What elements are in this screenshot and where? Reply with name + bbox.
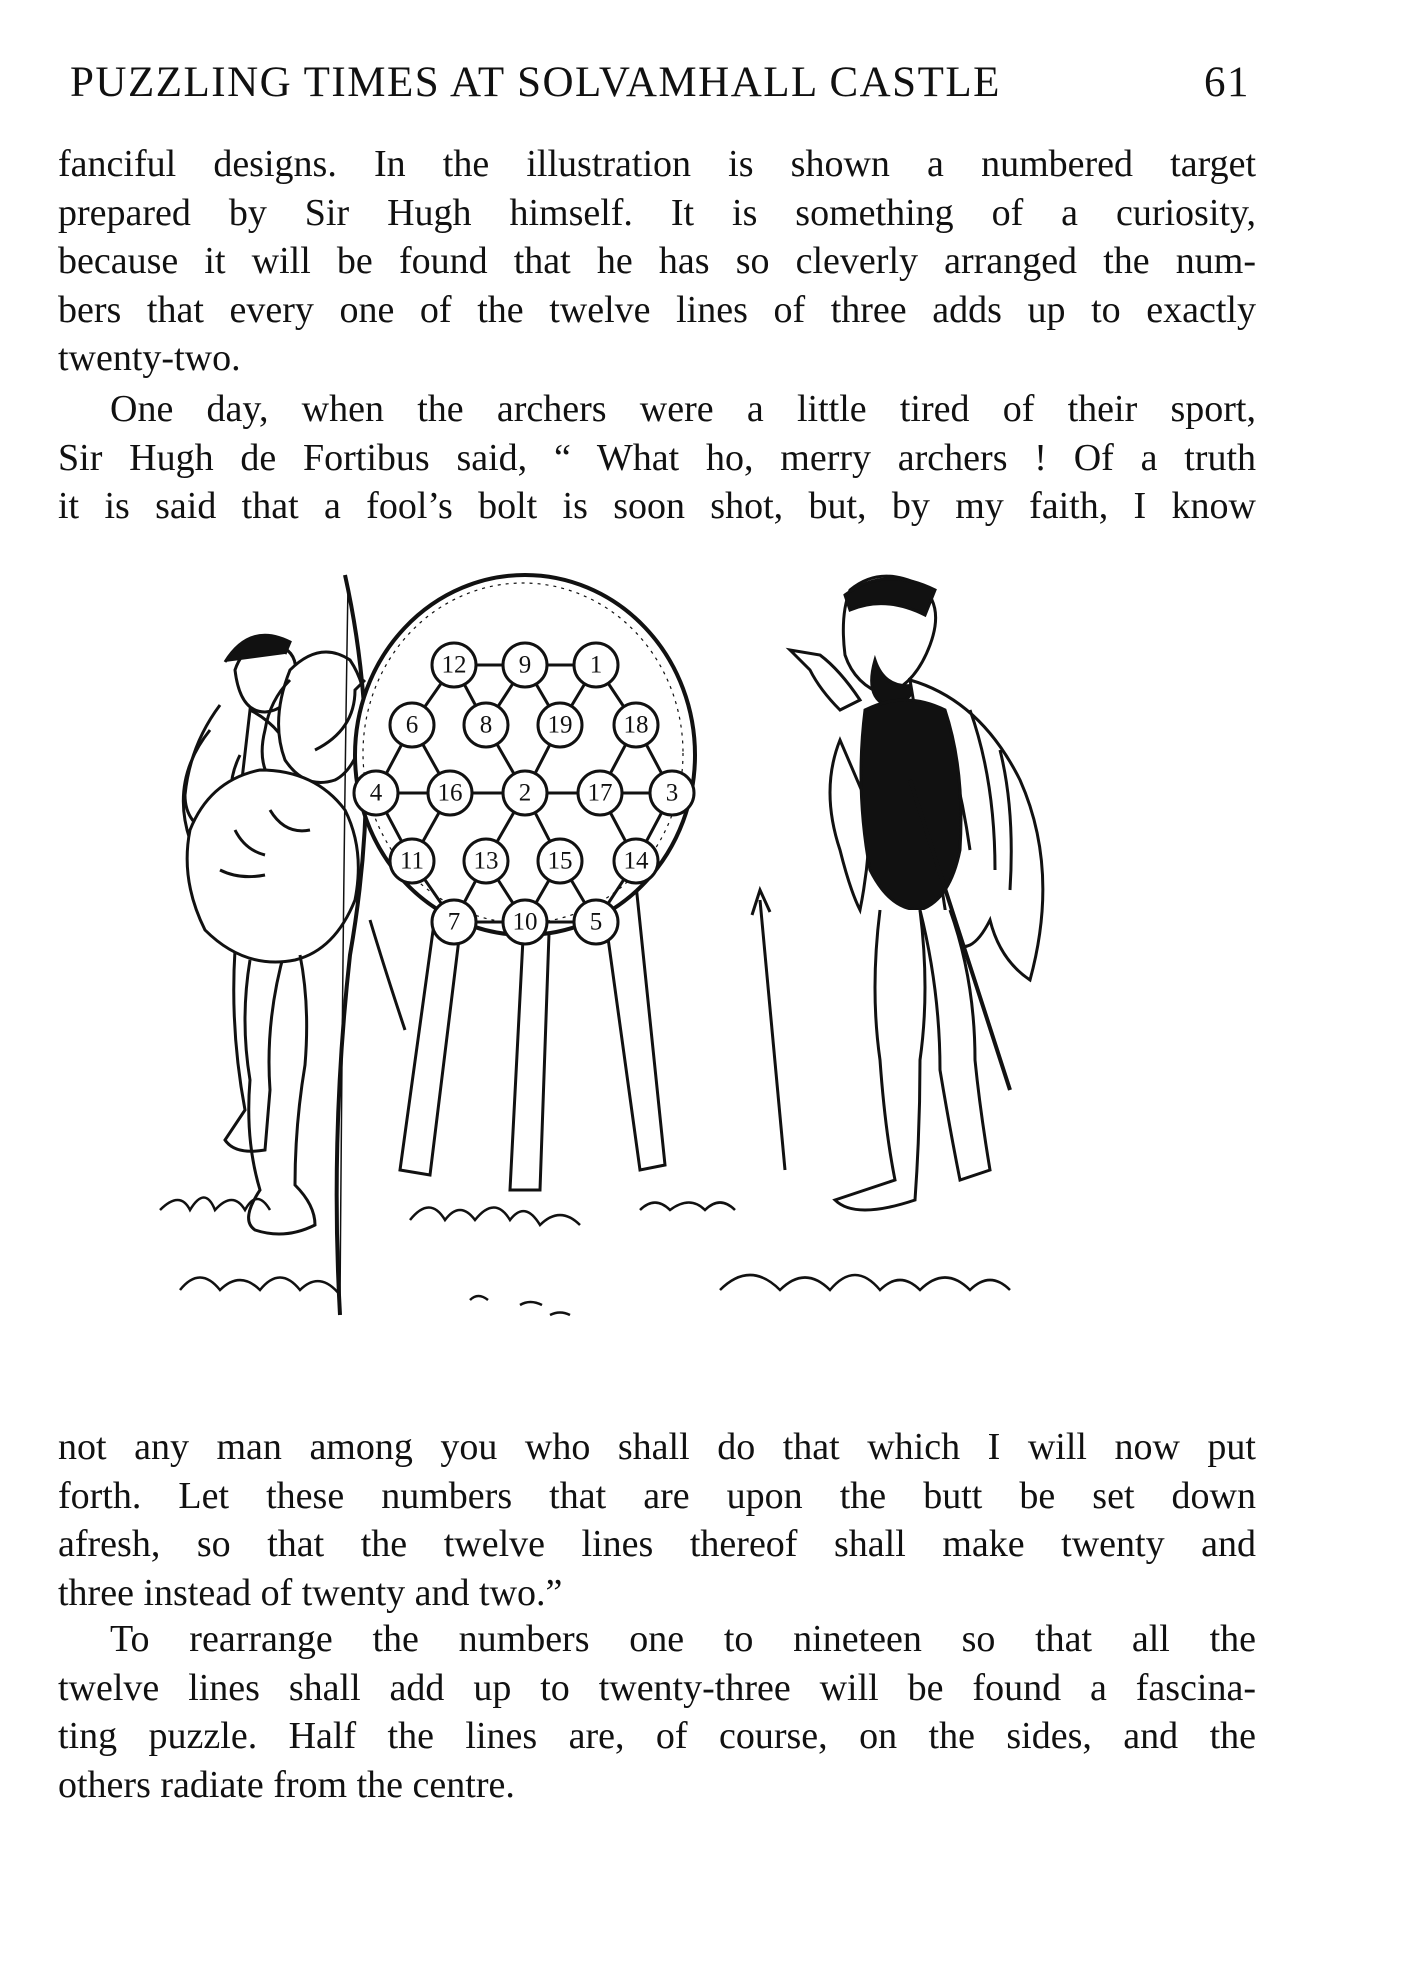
text-line: it is said that a fool’s bolt is soon shot, but, by my faith, I know bbox=[58, 485, 1256, 527]
text-line: others radiate from the centre. bbox=[58, 1763, 515, 1806]
target-number: 17 bbox=[587, 779, 613, 807]
target-number: 11 bbox=[399, 847, 425, 875]
target-number: 15 bbox=[547, 847, 573, 875]
archer-left-front bbox=[187, 575, 384, 1315]
target-number: 14 bbox=[623, 847, 649, 875]
arrow-in-ground bbox=[752, 890, 785, 1170]
target-number-cell bbox=[503, 643, 547, 687]
target-number-cell bbox=[574, 900, 618, 944]
target-number: 3 bbox=[665, 779, 679, 807]
illustration-drawing bbox=[140, 570, 1260, 1390]
target-number: 10 bbox=[512, 908, 538, 936]
target-number: 9 bbox=[518, 651, 532, 679]
grass-ground bbox=[160, 1198, 1010, 1316]
target-number: 5 bbox=[589, 908, 603, 936]
paragraph-3 bbox=[58, 1423, 1256, 1617]
text-line: One day, when the archers were a little tired of their sport, bbox=[110, 388, 1256, 430]
target-number-cell bbox=[428, 771, 472, 815]
target-number-cell bbox=[390, 703, 434, 747]
text-line: fanciful designs. In the illustration is shown a numbered target bbox=[58, 143, 1256, 185]
target-number-cell bbox=[614, 703, 658, 747]
target-number: 19 bbox=[547, 711, 573, 739]
paragraph-4 bbox=[58, 1615, 1256, 1809]
target-number-cell bbox=[432, 900, 476, 944]
target-number-cell bbox=[354, 771, 398, 815]
target-number-cell bbox=[578, 771, 622, 815]
target-number-cell bbox=[390, 839, 434, 883]
sir-hugh-figure bbox=[790, 576, 1043, 1210]
text-line: prepared by Sir Hugh himself. It is something of a curiosity, bbox=[58, 191, 1256, 234]
text-line: not any man among you who shall do that which I will now put bbox=[58, 1426, 1256, 1468]
text-line: bers that every one of the twelve lines of three adds up to exactly bbox=[58, 288, 1256, 331]
target-number-cell bbox=[503, 771, 547, 815]
chapter-title: PUZZLING TIMES AT SOLVAMHALL CASTLE bbox=[70, 59, 1001, 106]
target-number: 16 bbox=[437, 779, 463, 807]
target-number: 13 bbox=[473, 847, 499, 875]
paragraph-2 bbox=[58, 385, 1256, 531]
target-number: 8 bbox=[479, 711, 493, 739]
text-line: twenty-two. bbox=[58, 337, 241, 379]
text-line: afresh, so that the twelve lines thereof shall make twenty and bbox=[58, 1523, 1256, 1565]
target-number-cell bbox=[650, 771, 694, 815]
target-number: 7 bbox=[447, 908, 461, 936]
text-line: ting puzzle. Half the lines are, of course, on the sides, and the bbox=[58, 1715, 1256, 1757]
target-number: 12 bbox=[441, 651, 467, 679]
text-line: twelve lines shall add up to twenty-three will be found a fascina- bbox=[58, 1666, 1256, 1709]
target-number: 1 bbox=[589, 651, 603, 679]
target-number-cell bbox=[464, 839, 508, 883]
target-number-cell bbox=[503, 900, 547, 944]
text-line: forth. Let these numbers that are upon the butt be set down bbox=[58, 1474, 1256, 1517]
target-number-cell bbox=[538, 839, 582, 883]
text-line: To rearrange the numbers one to nineteen so that all the bbox=[110, 1618, 1256, 1660]
archery-target-illustration bbox=[140, 570, 1260, 1390]
target-number: 6 bbox=[405, 711, 419, 739]
target-number-cell bbox=[614, 839, 658, 883]
target-number-cell bbox=[574, 643, 618, 687]
target-number: 4 bbox=[369, 779, 383, 807]
target-number: 2 bbox=[518, 779, 532, 807]
page-number: 61 bbox=[1204, 59, 1250, 106]
target-number-cell bbox=[538, 703, 582, 747]
target-number-cell bbox=[464, 703, 508, 747]
text-line: three instead of twenty and two.” bbox=[58, 1571, 563, 1614]
text-line: because it will be found that he has so cleverly arranged the num- bbox=[58, 240, 1256, 282]
target-number: 18 bbox=[623, 711, 649, 739]
text-line: Sir Hugh de Fortibus said, “ What ho, merry archers ! Of a truth bbox=[58, 436, 1256, 479]
paragraph-1 bbox=[58, 140, 1256, 383]
target-number-cell bbox=[432, 643, 476, 687]
running-header bbox=[70, 58, 1250, 118]
